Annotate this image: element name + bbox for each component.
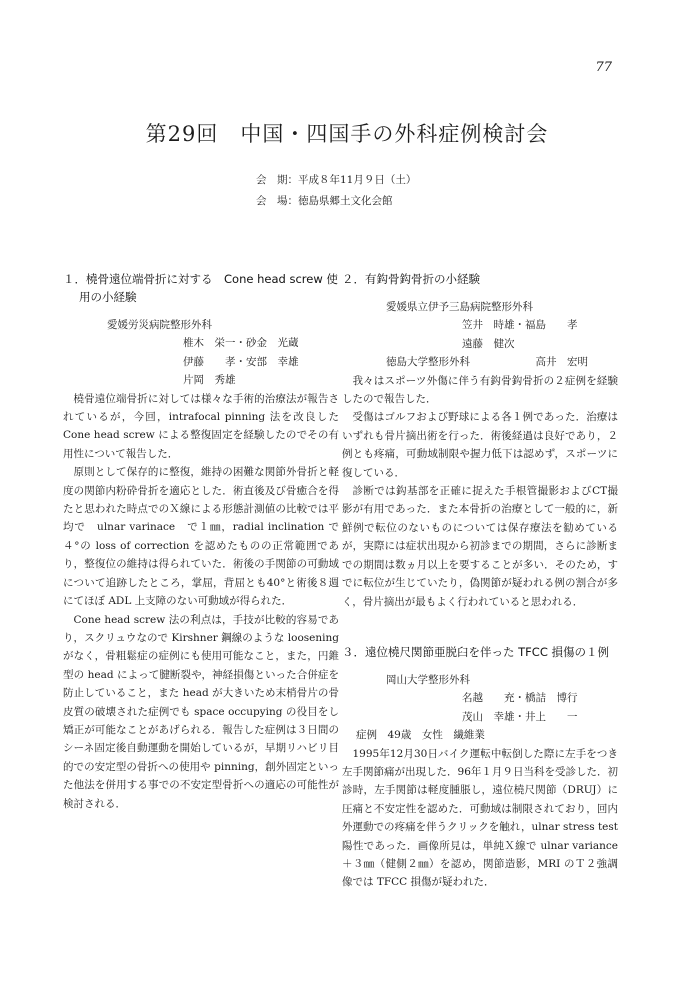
author-line: 片岡 秀雄 <box>183 374 236 387</box>
author-line: 笠井 時雄・福島 孝 <box>462 319 578 332</box>
meeting-venue: 会 場：徳島県郷土文化会館 <box>256 195 393 207</box>
author-line: 名越 充・橋詰 博行 <box>462 692 578 705</box>
author-line: 遠藤 健次 <box>462 337 515 350</box>
article-2-paragraph: 我々はスポーツ外傷に伴う有鈎骨鈎骨折の２症例を経験したので報告した． <box>342 374 618 406</box>
article-1-paragraph: 原則として保存的に整復，維持の困難な関節外骨折と軽度の関節内粉砕骨折を適応とした．術直後及び骨癒合を得たと思われた時点でのＸ線による形態計測値の比較では平均で ulnar varinace で１㎜，radial inclination で４°の loss of correction を認めたものの正常範囲であり，整復位の維持は得られていた．術後の手関節の可動域について追跡したところ，掌屈，背屈とも40°と術後８週にてほぼ ADL 上支障のない可動域が得られた． <box>63 466 339 608</box>
article-1-institution: 愛媛労災病院整形外科 <box>107 319 212 331</box>
left-column <box>63 270 339 813</box>
article-1-authors <box>63 334 339 389</box>
meeting-date: 会 期：平成８年11月９日（土） <box>256 174 417 186</box>
right-column <box>342 270 618 892</box>
article-3-institution: 岡山大学整形外科 <box>386 673 470 686</box>
article-3-title: ３．遠位橈尺関節亜脱臼を伴った TFCC 損傷の１例 <box>342 644 610 659</box>
author-line: 伊藤 孝・安部 幸雄 <box>183 355 299 368</box>
author-line: 椎木 栄一・砂金 光蔵 <box>183 337 299 350</box>
page-number: 77 <box>595 60 612 75</box>
article-1-title: １．橈骨遠位端骨折に対する Cone head screw 使用の小経験 <box>63 272 338 304</box>
author-line: 茂山 幸雄・井上 一 <box>462 710 578 723</box>
article-2-institution: 愛媛県立伊予三島病院整形外科 <box>386 301 533 313</box>
article-3 <box>342 643 618 892</box>
article-2-institution: 徳島大学整形外科 <box>386 356 470 369</box>
article-2-paragraph: 受傷はゴルフおよび野球による各１例であった．治療はいずれも骨片摘出術を行った．術後経過は良好であり，２例とも疼痛，可動域制限や握力低下は認めず，スポーツに復している． <box>342 411 618 479</box>
article-1-paragraph: 橈骨遠位端骨折に対しては様々な手術的治療法が報告されているが，今回，intrafocal pinning 法を改良した Cone head screw による整復固定を経験したのでその有用性について報告した． <box>63 392 339 460</box>
article-2-second-affiliation <box>342 353 618 371</box>
article-2-paragraph: 診断では鈎基部を正確に捉えた手根管撮影およびCT撮影が有用であった．また本骨折の治療として一般的に，新鮮例で転位のないものについては保存療法を勧めているが，実際には症状出現から初診までの期間，さらに診断までの期間は数ヵ月以上を要することが多い．そのため，すでに転位が生じていたり，偽関節が疑われる例の割合が多く，骨片摘出が最もよく行われていると思われる． <box>342 485 618 608</box>
article-2-title: ２．有鈎骨鈎骨折の小経験 <box>342 272 480 286</box>
page-title: 第29回 中国・四国手の外科症例検討会 <box>145 122 549 146</box>
author-line: 高井 宏明 <box>535 356 588 369</box>
article-3-paragraph: 1995年12月30日バイク運転中転倒した際に左手をつき左手関節痛が出現した．96年１月９日当科を受診した．初診時，左手関節は軽度腫脹し，遠位橈尺関節（DRUJ）に圧痛と不安定性を認めた．可動域は制限されており，回内外運動での疼痛を伴うクリックを触れ，ulnar stress test 陽性であった．画像所見は，単純Ｘ線で ulnar variance＋３㎜（健側２㎜）を認め，関節造影，MRI のＴ２強調像では TFCC 損傷が疑われた． <box>342 747 618 889</box>
meeting-info <box>256 170 416 212</box>
article-3-authors <box>342 689 618 726</box>
article-1-paragraph: Cone head screw 法の利点は，手技が比較的容易であり，スクリュウなので Kirshner 鋼線のような loosening がなく，骨粗鬆症の症例にも使用可能なこと，また，円錐型の head によって腱断裂や，神経損傷といった合併症を防止していること，また head が大きいため末梢骨片の骨皮質の破壊された症例でも space occupying の役目をし矯正が可能なことがあげられる．報告した症例は３日間のシーネ固定後自動運動を開始しているが，早期リハビリ目的での安定型の骨折への使用や pinning，創外固定といった他法を併用する事での不安定型骨折への適応の可能性が検討される． <box>63 613 339 810</box>
article-2-authors <box>342 316 618 353</box>
article-3-case-line: 症例 49歳 女性 繊維業 <box>356 729 485 742</box>
